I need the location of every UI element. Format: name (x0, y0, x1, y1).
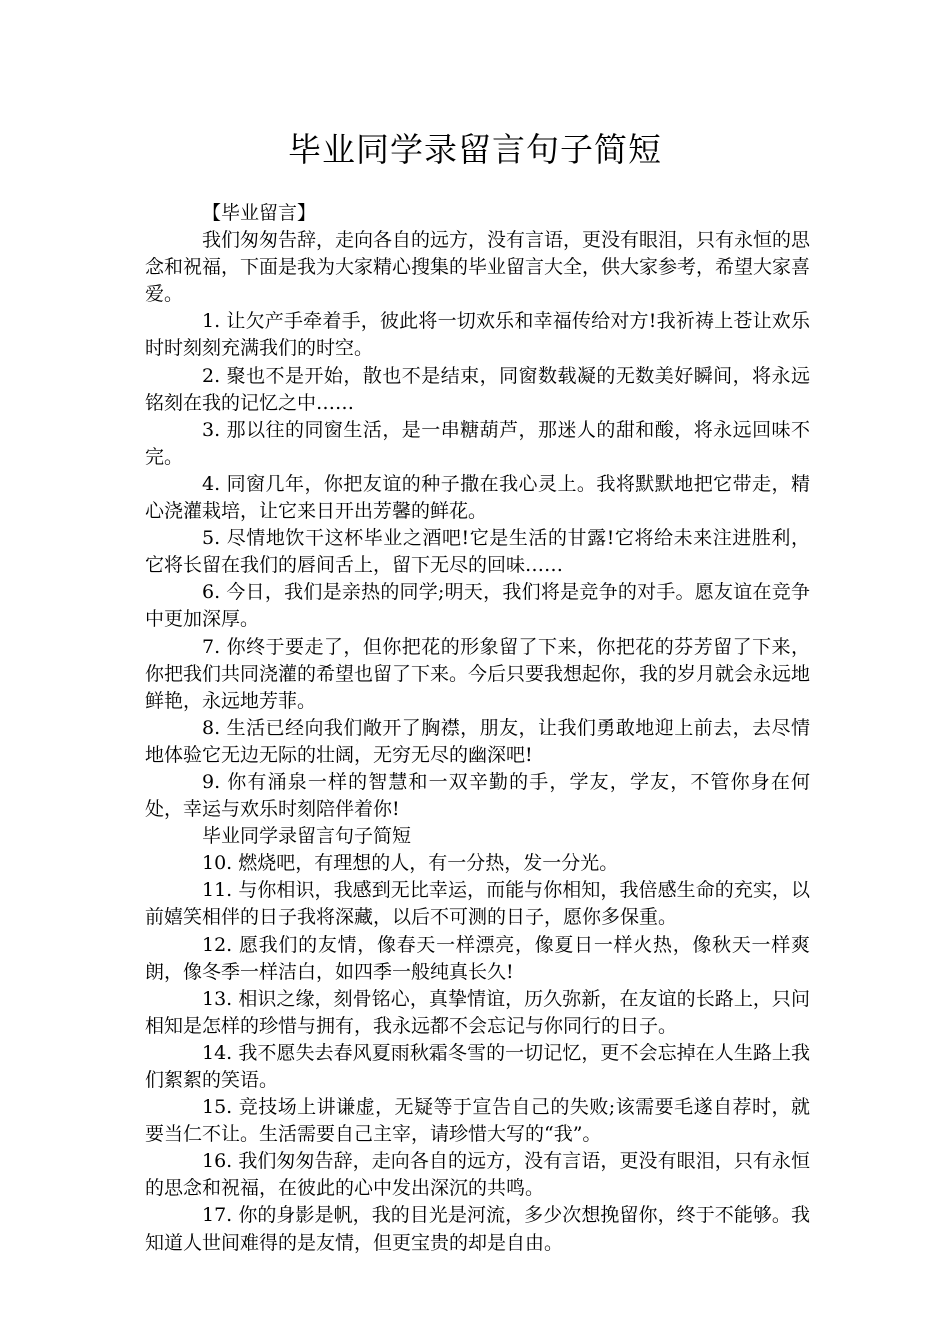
document-title: 毕业同学录留言句子简短 (288, 130, 662, 169)
message-item-2: 2. 聚也不是开始，散也不是结束，同窗数载凝的无数美好瞬间，将永远铭刻在我的记忆之中…… (145, 364, 810, 414)
intro-paragraph: 我们匆匆告辞，走向各自的远方，没有言语，更没有眼泪，只有永恒的思念和祝福，下面是我为大家精心搜集的毕业留言大全，供大家参考，希望大家喜爱。 (145, 229, 811, 306)
message-item-10: 10. 燃烧吧，有理想的人，有一分热，发一分光。 (202, 852, 619, 875)
message-item-5: 5. 尽情地饮干这杯毕业之酒吧!它是生活的甘露!它将给未来注进胜利，它将长留在我们的唇间舌上，留下无尽的回味…… (145, 527, 810, 577)
message-item-11: 11. 与你相识，我感到无比幸运，而能与你相知，我倍感生命的充实，以前嬉笑相伴的日子我将深藏，以后不可测的日子，愿你多保重。 (145, 879, 810, 929)
message-item-1: 1. 让欠产手牵着手，彼此将一切欢乐和幸福传给对方!我祈祷上苍让欢乐时时刻刻充满我们的时空。 (145, 310, 810, 360)
message-item-4: 4. 同窗几年，你把友谊的种子撒在我心灵上。我将默默地把它带走，精心浇灌栽培，让它来日开出芳馨的鲜花。 (145, 472, 810, 523)
message-item-6: 6. 今日，我们是亲热的同学;明天，我们将是竞争的对手。愿友谊在竞争中更加深厚。 (145, 581, 810, 631)
subheading: 毕业同学录留言句子简短 (202, 825, 412, 848)
message-item-14: 14. 我不愿失去春风夏雨秋霜冬雪的一切记忆，更不会忘掉在人生路上我们絮絮的笑语。 (145, 1041, 810, 1091)
message-item-3: 3. 那以往的同窗生活，是一串糖葫芦，那迷人的甜和酸，将永远回味不完。 (145, 418, 810, 468)
message-item-12: 12. 愿我们的友情，像春天一样漂亮，像夏日一样火热，像秋天一样爽朗，像冬季一样洁白，如四季一般纯真长久! (145, 933, 810, 983)
message-item-13: 13. 相识之缘，刻骨铭心，真挚情谊，历久弥新，在友谊的长路上，只问相知是怎样的珍惜与拥有，我永远都不会忘记与你同行的日子。 (145, 987, 810, 1037)
message-item-17: 17. 你的身影是帆，我的目光是河流，多少次想挽留你，终于不能够。我知道人世间难得的是友情，但更宝贵的却是自由。 (145, 1204, 810, 1254)
message-item-16: 16. 我们匆匆告辞，走向各自的远方，没有言语，更没有眼泪，只有永恒的思念和祝福，在彼此的心中发出深沉的共鸣。 (145, 1150, 810, 1200)
message-item-7: 7. 你终于要走了，但你把花的形象留了下来，你把花的芬芳留了下来，你把我们共同浇灌的希望也留了下来。今后只要我想起你，我的岁月就会永远地鲜艳，永远地芳菲。 (145, 635, 811, 712)
message-item-8: 8. 生活已经向我们敞开了胸襟，朋友，让我们勇敢地迎上前去，去尽情地体验它无边无际的壮阔，无穷无尽的幽深吧! (145, 716, 810, 766)
document-body (145, 200, 810, 1257)
section-heading: 【毕业留言】 (202, 202, 317, 224)
message-item-9: 9. 你有涌泉一样的智慧和一双辛勤的手，学友，学友，不管你身在何处，幸运与欢乐时刻陪伴着你! (145, 770, 810, 821)
message-item-15: 15. 竞技场上讲谦虚，无疑等于宣告自己的失败;该需要毛遂自荐时，就要当仁不让。生活需要自己主宰，请珍惜大写的“我”。 (145, 1096, 810, 1146)
